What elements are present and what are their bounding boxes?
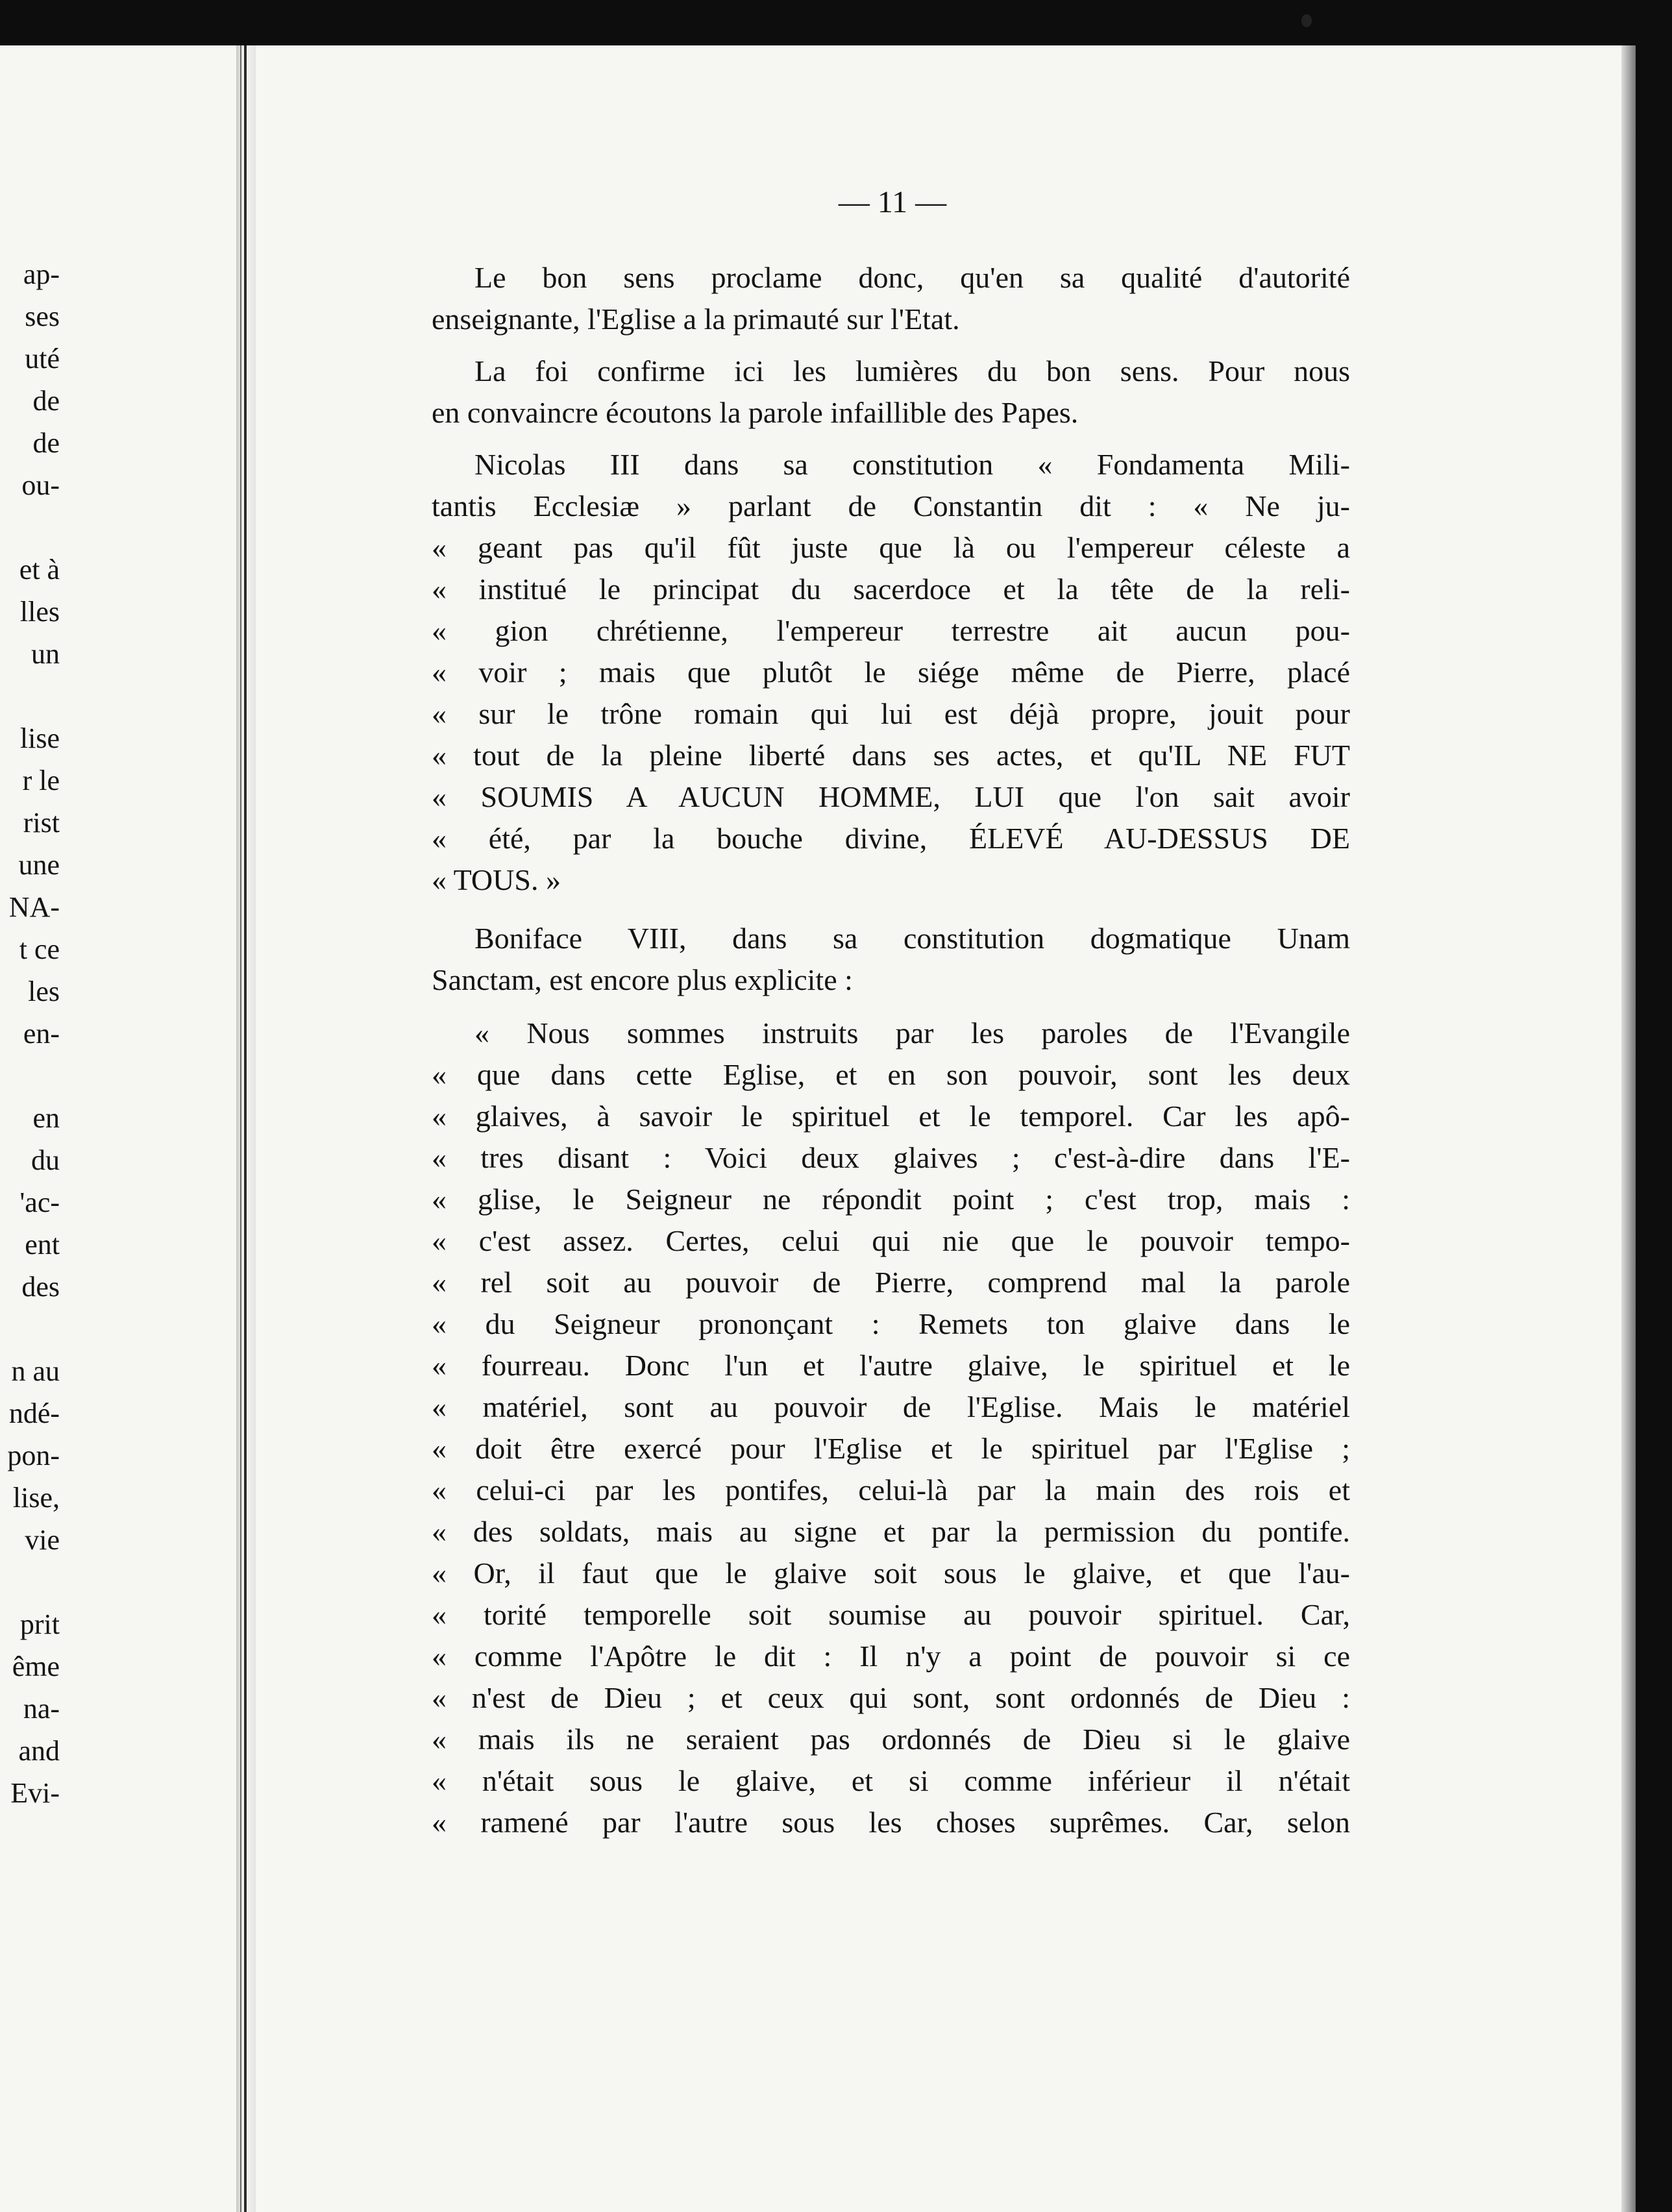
text-line: Boniface VIII, dans sa constitution dogmatique Unam <box>474 922 1350 955</box>
previous-page-fragment <box>0 1308 60 1350</box>
text-line: « glise, le Seigneur ne répondit point ; c'est trop, mais : <box>432 1183 1350 1216</box>
text-line: « du Seigneur prononçant : Remets ton glaive dans le <box>432 1307 1350 1340</box>
previous-page-fragment: rist <box>23 807 60 839</box>
text-line: enseignante, l'Eglise a la primauté sur l'Etat. <box>432 302 960 336</box>
previous-page-fragment: ent <box>25 1229 60 1260</box>
text-line: « TOUS. » <box>432 863 561 896</box>
previous-page-fragment: 'ac- <box>19 1186 60 1218</box>
previous-page-fragment: ou- <box>21 469 60 501</box>
text-line: « gion chrétienne, l'empereur terrestre ait aucun pou- <box>432 614 1350 647</box>
previous-page-fragment: en <box>32 1102 60 1134</box>
text-line: « Or, il faut que le glaive soit sous le glaive, et que l'au- <box>432 1556 1350 1590</box>
previous-page-fragment <box>0 1561 60 1603</box>
previous-page-fragment: n au <box>11 1355 60 1387</box>
text-line: « que dans cette Eglise, et en son pouvoir, sont les deux <box>432 1058 1350 1091</box>
previous-page-fragment: t ce <box>19 933 60 965</box>
text-line: « rel soit au pouvoir de Pierre, comprend mal la parole <box>432 1266 1350 1299</box>
previous-page-fragment: de <box>32 385 60 417</box>
previous-page-fragment <box>0 675 60 717</box>
previous-page-fragment: ap- <box>23 258 60 290</box>
text-line: « n'était sous le glaive, et si comme inférieur il n'était <box>432 1764 1350 1797</box>
previous-page-fragment: ses <box>25 301 60 332</box>
page-number: — 11 — <box>838 185 947 219</box>
text-line: « mais ils ne seraient pas ordonnés de Dieu si le glaive <box>432 1723 1350 1756</box>
text-line: Nicolas III dans sa constitution « Fondamenta Mili- <box>474 448 1350 481</box>
text-line: tantis Ecclesiæ » parlant de Constantin dit : « Ne ju- <box>432 489 1350 522</box>
previous-page-fragment: les <box>28 976 60 1007</box>
text-line: « été, par la bouche divine, ÉLEVÉ AU-DESSUS DE <box>432 822 1350 855</box>
previous-page-column <box>0 253 60 1814</box>
text-line: « comme l'Apôtre le dit : Il n'y a point de pouvoir si ce <box>432 1640 1350 1673</box>
previous-page-fragment: pon- <box>7 1440 60 1471</box>
text-line: « doit être exercé pour l'Eglise et le spirituel par l'Eglise ; <box>432 1432 1350 1465</box>
scan-top-border <box>0 0 1672 45</box>
text-line: « institué le principat du sacerdoce et la tête de la reli- <box>432 572 1350 606</box>
previous-page-fragment: r le <box>22 765 60 796</box>
text-line: « glaives, à savoir le spirituel et le temporel. Car les apô- <box>432 1100 1350 1133</box>
text-line: Le bon sens proclame donc, qu'en sa qualité d'autorité <box>474 261 1350 294</box>
text-line: « torité temporelle soit soumise au pouvoir spirituel. Car, <box>432 1598 1350 1631</box>
previous-page-fragment: Evi- <box>10 1777 60 1809</box>
text-line: « geant pas qu'il fût juste que là ou l'empereur céleste a <box>432 531 1350 564</box>
previous-page-fragment: prit <box>19 1608 60 1640</box>
previous-page-fragment: du <box>31 1144 60 1176</box>
text-line: « matériel, sont au pouvoir de l'Eglise. Mais le matériel <box>432 1390 1350 1423</box>
text-line: « n'est de Dieu ; et ceux qui sont, sont ordonnés de Dieu : <box>432 1681 1350 1714</box>
previous-page-fragment: une <box>18 849 60 881</box>
text-line: « tres disant : Voici deux glaives ; c'est-à-dire dans l'E- <box>432 1141 1350 1174</box>
text-line: La foi confirme ici les lumières du bon sens. Pour nous <box>474 354 1350 387</box>
gutter-fold-line <box>244 45 247 2212</box>
text-line: « Nous sommes instruits par les paroles de l'Evangile <box>474 1016 1350 1050</box>
previous-page-fragment: uté <box>25 343 60 375</box>
previous-page-fragment: et à <box>19 554 60 585</box>
previous-page-fragment <box>0 506 60 548</box>
previous-page-fragment: ême <box>12 1651 60 1682</box>
previous-page-fragment: des <box>21 1271 60 1303</box>
text-line: « c'est assez. Certes, celui qui nie que le pouvoir tempo- <box>432 1224 1350 1257</box>
scan-right-border <box>1636 0 1672 2212</box>
previous-page-fragment: de <box>32 427 60 459</box>
text-line: « des soldats, mais au signe et par la permission du pontife. <box>432 1515 1350 1548</box>
previous-page-fragment: lise, <box>12 1482 60 1514</box>
previous-page-fragment: and <box>18 1735 60 1767</box>
previous-page-fragment: na- <box>23 1693 60 1725</box>
previous-page-fragment <box>0 1055 60 1097</box>
text-line: « celui-ci par les pontifes, celui-là par la main des rois et <box>432 1473 1350 1506</box>
text-line: « sur le trône romain qui lui est déjà propre, jouit pour <box>432 697 1350 730</box>
previous-page-fragment: NA- <box>8 891 60 923</box>
gutter-shadow-line <box>240 45 241 2212</box>
page-edge-shadow <box>1621 45 1636 2212</box>
text-line: « ramené par l'autre sous les choses suprêmes. Car, selon <box>432 1806 1350 1839</box>
text-line: « tout de la pleine liberté dans ses actes, et qu'IL NE FUT <box>432 739 1350 772</box>
text-line: en convaincre écoutons la parole infaillible des Papes. <box>432 396 1079 429</box>
text-line: « SOUMIS A AUCUN HOMME, LUI que l'on sait avoir <box>432 780 1350 813</box>
previous-page-fragment: un <box>31 638 60 670</box>
previous-page-fragment: vie <box>25 1524 60 1556</box>
text-line: Sanctam, est encore plus explicite : <box>432 963 853 996</box>
previous-page-fragment: en- <box>23 1018 60 1050</box>
previous-page-fragment: lise <box>19 722 60 754</box>
text-line: « voir ; mais que plutôt le siége même de Pierre, placé <box>432 656 1350 689</box>
previous-page-fragment: ndé- <box>8 1397 60 1429</box>
scan-speck <box>1301 14 1312 27</box>
text-line: « fourreau. Donc l'un et l'autre glaive, le spirituel et le <box>432 1349 1350 1382</box>
previous-page-fragment: lles <box>19 596 60 628</box>
